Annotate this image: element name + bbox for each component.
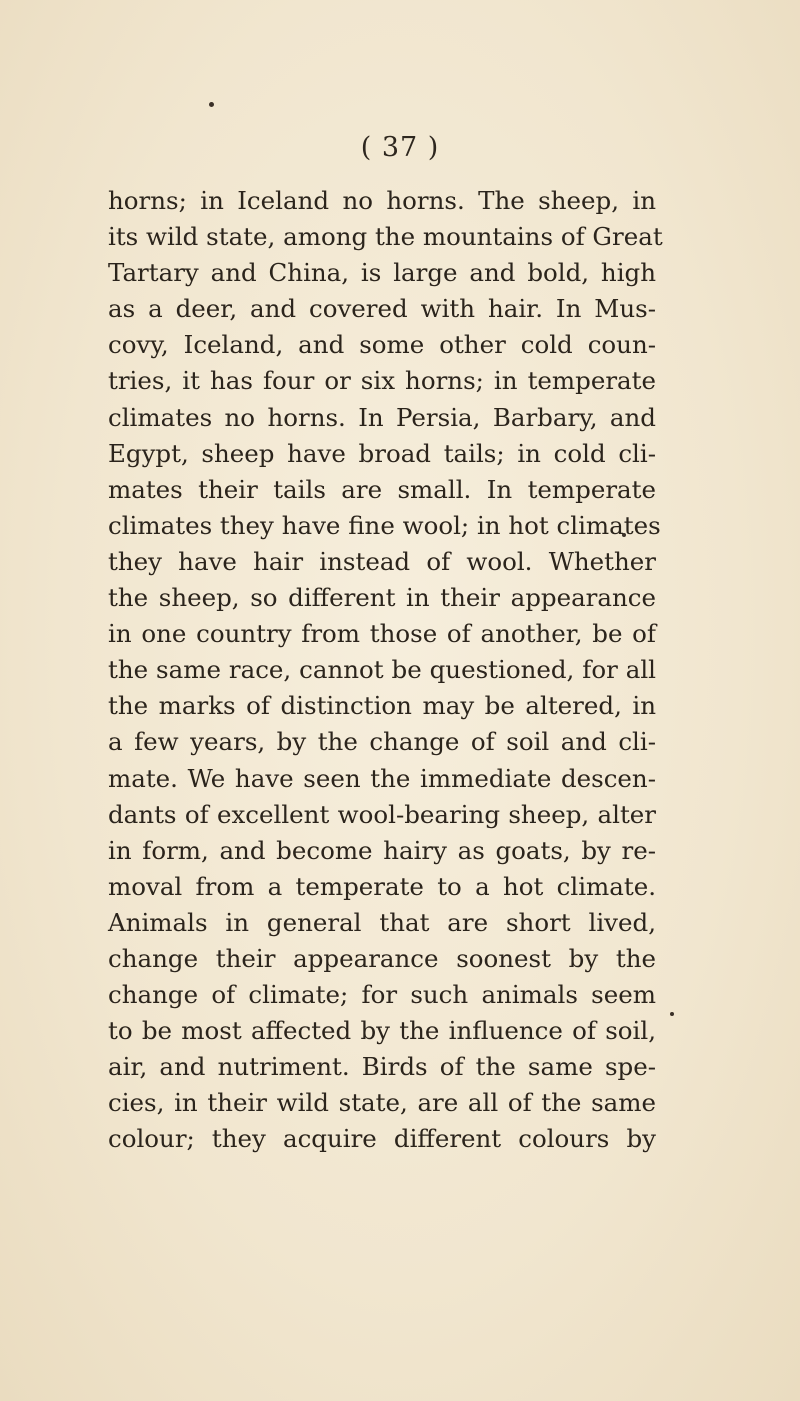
- text-line: they have hair instead of wool. Whether: [108, 546, 656, 576]
- body-text: [108, 183, 663, 1158]
- text-line: climates they have fine wool; in hot climates: [108, 510, 661, 540]
- text-line: change of climate; for such animals seem: [108, 980, 656, 1010]
- text-line: as a deer, and covered with hair. In Mus-: [108, 294, 656, 324]
- text-line: climates no horns. In Persia, Barbary, and: [108, 402, 656, 432]
- text-line: horns; in Iceland no horns. The sheep, in: [108, 186, 656, 215]
- text-line: Tartary and China, is large and bold, high: [108, 258, 656, 288]
- text-line: tries, it has four or six horns; in temperate: [108, 366, 656, 396]
- ink-speck: [670, 1012, 674, 1016]
- text-line: its wild state, among the mountains of Great: [108, 222, 663, 252]
- text-line: the marks of distinction may be altered, in: [108, 691, 656, 721]
- text-line: change their appearance soonest by the: [108, 943, 656, 973]
- text-line: Animals in general that are short lived,: [108, 907, 656, 937]
- page-number: ( 37 ): [360, 132, 440, 163]
- ink-speck: [209, 102, 214, 107]
- text-line: colour; they acquire different colours by: [108, 1124, 656, 1154]
- text-line: to be most affected by the influence of soil,: [108, 1016, 656, 1046]
- text-line: cies, in their wild state, are all of the same: [108, 1088, 656, 1118]
- text-line: Egypt, sheep have broad tails; in cold cli-: [108, 438, 656, 468]
- page-header: [0, 132, 800, 163]
- text-line: air, and nutriment. Birds of the same spe-: [108, 1052, 656, 1082]
- text-line: in one country from those of another, be of: [108, 619, 656, 649]
- text-line: in form, and become hairy as goats, by re-: [108, 835, 656, 865]
- text-line: the same race, cannot be questioned, for all: [108, 655, 656, 685]
- text-line: mate. We have seen the immediate descen-: [108, 763, 656, 793]
- text-line: moval from a temperate to a hot climate.: [108, 871, 656, 901]
- text-line: a few years, by the change of soil and cli-: [108, 727, 656, 757]
- text-line: mates their tails are small. In temperate: [108, 474, 656, 504]
- text-line: covy, Iceland, and some other cold coun-: [108, 330, 656, 360]
- text-line: the sheep, so different in their appearance: [108, 583, 656, 613]
- text-line: dants of excellent wool-bearing sheep, alter: [108, 799, 656, 829]
